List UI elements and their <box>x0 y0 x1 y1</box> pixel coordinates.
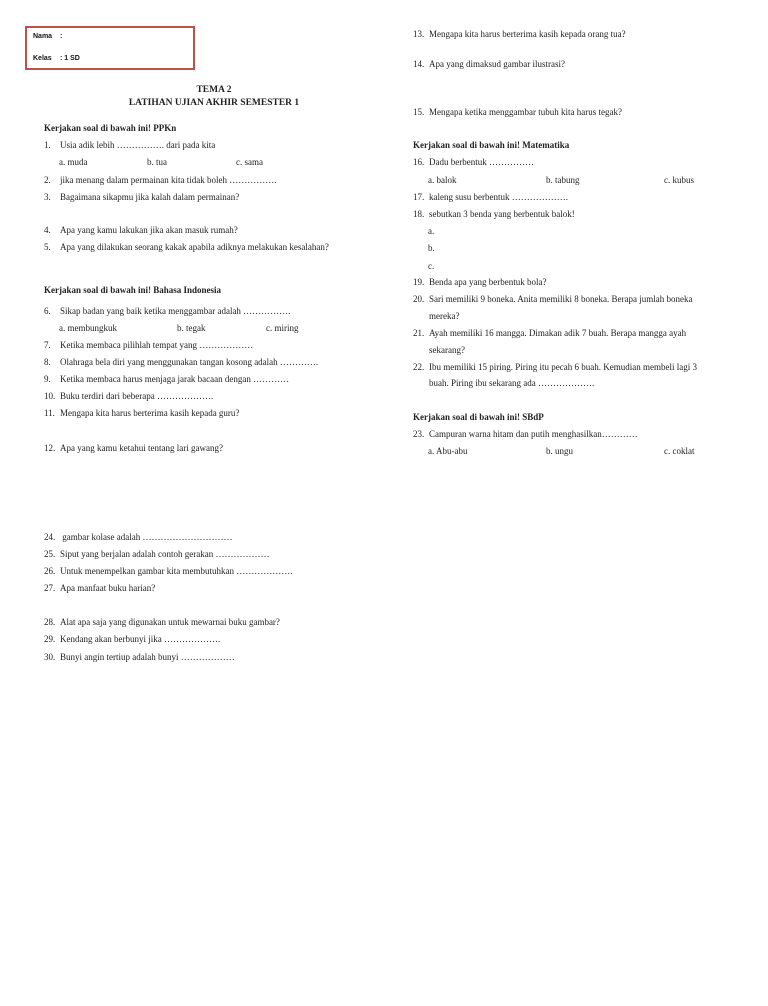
nama-label: Nama <box>33 33 53 40</box>
q6-option-a: a. membungkuk <box>59 323 117 333</box>
question-26: 26. Untuk menempelkan gambar kita membutuhkan ………………. <box>44 566 293 576</box>
question-21-cont: sekarang? <box>429 345 465 355</box>
title-latihan: LATIHAN UJIAN AKHIR SEMESTER 1 <box>128 98 300 108</box>
question-22: 22. Ibu memiliki 15 piring. Piring itu pecah 6 buah. Kemudian membeli lagi 3 <box>413 362 697 372</box>
title-tema: TEMA 2 <box>196 85 232 95</box>
q18-option-a: a. <box>428 226 435 236</box>
section-matematika: Kerjakan soal di bawah ini! Matematika <box>413 140 570 150</box>
question-29: 29. Kendang akan berbunyi jika ………………. <box>44 634 221 644</box>
q23-option-b: b. ungu <box>546 446 573 456</box>
question-4: 4. Apa yang kamu lakukan jika akan masuk rumah? <box>44 225 238 235</box>
question-25: 25. Siput yang berjalan adalah contoh gerakan ……………… <box>44 549 270 559</box>
q18-option-c: c. <box>428 261 435 271</box>
question-16: 16. Dadu berbentuk …………… <box>413 157 534 167</box>
question-1: 1. Usia adik lebih ……………. dari pada kita <box>44 140 216 150</box>
question-6: 6. Sikap badan yang baik ketika menggambar adalah ……………. <box>44 306 291 316</box>
q23-option-c: c. coklat <box>664 446 695 456</box>
question-21: 21. Ayah memiliki 16 mangga. Dimakan adik 7 buah. Berapa mangga ayah <box>413 328 687 338</box>
section-bahasa-indonesia: Kerjakan soal di bawah ini! Bahasa Indonesia <box>44 285 222 295</box>
q16-option-c: c. kubus <box>664 175 694 185</box>
question-28: 28. Alat apa saja yang digunakan untuk mewarnai buku gambar? <box>44 617 280 627</box>
question-24: 24. gambar kolase adalah ………………………… <box>44 532 233 542</box>
question-20-cont: mereka? <box>429 311 460 321</box>
question-18: 18. sebutkan 3 benda yang berbentuk balok! <box>413 209 575 219</box>
section-sbdp: Kerjakan soal di bawah ini! SBdP <box>413 412 544 422</box>
q1-option-c: c. sama <box>236 157 263 167</box>
question-20: 20. Sari memiliki 9 boneka. Anita memiliki 8 boneka. Berapa jumlah boneka <box>413 294 693 304</box>
question-12: 12. Apa yang kamu ketahui tentang lari gawang? <box>44 443 223 453</box>
question-7: 7. Ketika membaca pilihlah tempat yang ……………… <box>44 340 254 350</box>
nama-colon: : <box>60 33 63 40</box>
section-ppkn: Kerjakan soal di bawah ini! PPKn <box>44 123 177 133</box>
question-10: 10. Buku terdiri dari beberapa ………………. <box>44 391 214 401</box>
question-27: 27. Apa manfaat buku harian? <box>44 583 156 593</box>
q1-option-a: a. muda <box>59 157 88 167</box>
question-8: 8. Olahraga bela diri yang menggunakan tangan kosong adalah …………. <box>44 357 319 367</box>
question-3: 3. Bagaimana sikapmu jika kalah dalam permainan? <box>44 192 240 202</box>
q16-option-b: b. tabung <box>546 175 580 185</box>
question-19: 19. Benda apa yang berbentuk bola? <box>413 277 547 287</box>
question-15: 15. Mengapa ketika menggambar tubuh kita harus tegak? <box>413 107 622 117</box>
question-17: 17. kaleng susu berbentuk ………………. <box>413 192 568 202</box>
q16-option-a: a. balok <box>428 175 457 185</box>
q6-option-b: b. tegak <box>177 323 206 333</box>
question-23: 23. Campuran warna hitam dan putih menghasilkan………… <box>413 429 638 439</box>
question-14: 14. Apa yang dimaksud gambar ilustrasi? <box>413 59 565 69</box>
q6-option-c: c. miring <box>266 323 299 333</box>
q23-option-a: a. Abu-abu <box>428 446 468 456</box>
q1-option-b: b. tua <box>147 157 167 167</box>
question-2: 2. jika menang dalam permainan kita tidak boleh ……………. <box>44 175 277 185</box>
q18-option-b: b. <box>428 243 435 253</box>
question-30: 30. Bunyi angin tertiup adalah bunyi ……………… <box>44 652 235 662</box>
question-22-cont: buah. Piring ibu sekarang ada ………………. <box>429 378 595 388</box>
question-5: 5. Apa yang dilakukan seorang kakak apabila adiknya melakukan kesalahan? <box>44 242 329 252</box>
question-11: 11. Mengapa kita harus berterima kasih kepada guru? <box>44 408 240 418</box>
question-13: 13. Mengapa kita harus berterima kasih kepada orang tua? <box>413 29 626 39</box>
kelas-value: : 1 SD <box>60 55 80 62</box>
kelas-label: Kelas <box>33 55 52 62</box>
question-9: 9. Ketika membaca harus menjaga jarak bacaan dengan ………… <box>44 374 290 384</box>
